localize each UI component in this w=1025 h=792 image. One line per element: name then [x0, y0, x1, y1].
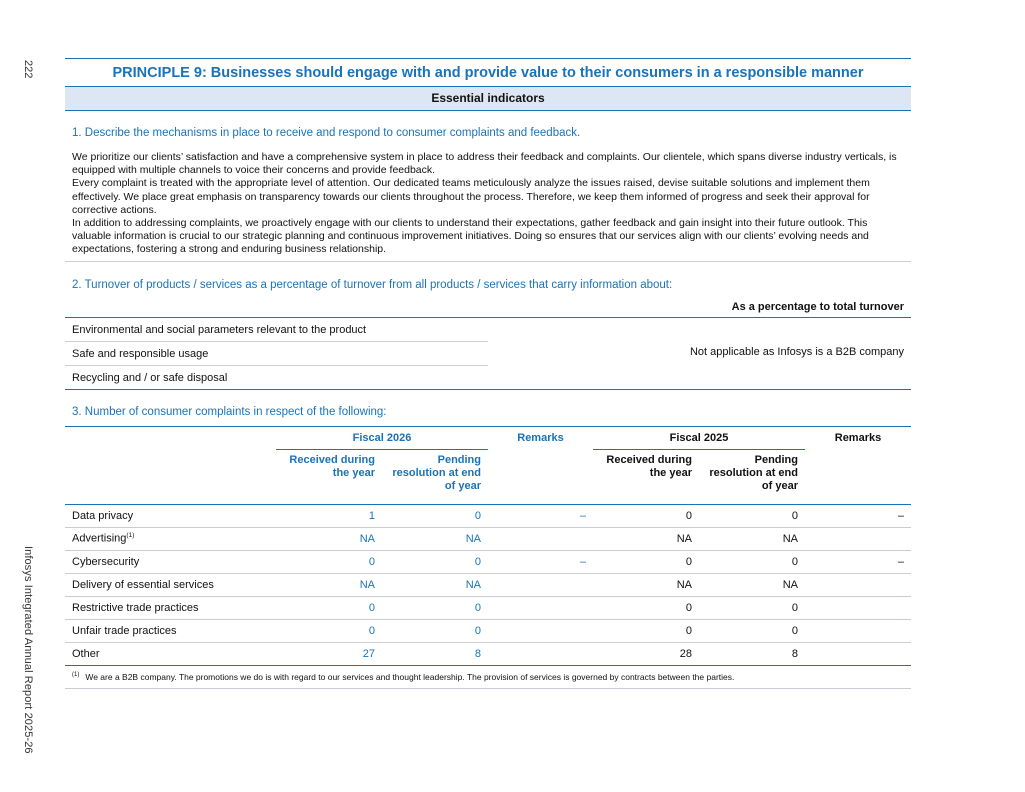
current-pending-text: 8: [474, 647, 481, 660]
row-label: [65, 596, 276, 619]
prior-received-text: 0: [685, 509, 692, 522]
subheader-received-prior: Received during the year: [593, 449, 699, 504]
prior-received-text: 0: [685, 601, 692, 614]
header-remarks-current: Remarks: [488, 426, 593, 449]
complaints-table: [65, 426, 911, 666]
prior-pending: [699, 550, 805, 573]
current-pending-text: 0: [474, 555, 481, 568]
answer-1-paragraph: We prioritize our clients’ satisfaction and have a comprehensive system in place to address their feedback and complaints. Our clientele, which spans diverse industry verticals, is equipped with multiple channels to voice their concerns and provide feedback.: [72, 151, 897, 177]
prior-remarks-text: –: [897, 555, 904, 568]
answer-1-paragraph: Every complaint is treated with the appropriate level of attention. Our dedicated teams meticulously analyze the issues raised, devise suitable solutions and implement them effectively. We place great emphasis on transparency towards our clients throughout the process. Therefore, we keep them informed of progress and seek their approval for corrective actions.: [72, 177, 870, 216]
page-number: 222: [22, 60, 34, 79]
current-received-text: NA: [359, 578, 375, 591]
subheader-empty: [488, 449, 593, 504]
prior-received: [593, 642, 699, 665]
footnote-text: We are a B2B company. The promotions we do is with regard to our services and thought leadership. The provision of services is governed by contracts between the parties.: [85, 671, 735, 682]
footnote-reference: (1): [126, 532, 135, 540]
principle-title: PRINCIPLE 9: Businesses should engage with and provide value to their consumers in a responsible manner: [65, 58, 911, 86]
header-fiscal-current: Fiscal 2026: [276, 426, 488, 449]
prior-pending-text: 0: [791, 624, 798, 637]
turnover-row-label: Recycling and / or safe disposal: [72, 371, 228, 384]
prior-remarks: [805, 527, 911, 550]
current-pending: [382, 527, 488, 550]
turnover-table: [65, 318, 911, 390]
row-label-text: Restrictive trade practices: [72, 601, 199, 614]
prior-pending: [699, 573, 805, 596]
row-label: [65, 642, 276, 665]
turnover-value: Not applicable as Infosys is a B2B company: [689, 345, 904, 358]
question-3: 3. Number of consumer complaints in respect of the following:: [72, 405, 387, 418]
table-row: [65, 619, 911, 642]
current-pending: [382, 504, 488, 527]
current-pending: [382, 550, 488, 573]
answer-1: [65, 141, 911, 257]
row-label-text: Cybersecurity: [72, 555, 140, 568]
prior-pending-text: 8: [791, 647, 798, 660]
current-remarks: [488, 642, 593, 665]
prior-remarks: [805, 619, 911, 642]
current-remarks-text: –: [579, 509, 586, 522]
prior-received-text: 28: [679, 647, 692, 660]
turnover-row-label: Safe and responsible usage: [65, 342, 488, 366]
current-received: [276, 596, 382, 619]
current-remarks: [488, 527, 593, 550]
prior-pending: [699, 619, 805, 642]
prior-pending: [699, 596, 805, 619]
current-received: [276, 550, 382, 573]
current-received-text: 1: [368, 509, 375, 522]
current-received-text: 0: [368, 624, 375, 637]
prior-pending: [699, 642, 805, 665]
row-label: [65, 573, 276, 596]
prior-pending-text: NA: [782, 532, 798, 545]
table-row: [65, 596, 911, 619]
report-side-title: Infosys Integrated Annual Report 2025-26: [22, 546, 34, 754]
row-label-text: Other: [72, 647, 100, 660]
table-row: [65, 504, 911, 527]
subheader-pending-current: Pending resolution at end of year: [382, 449, 488, 504]
row-label-text: Unfair trade practices: [72, 624, 177, 637]
prior-received-text: NA: [676, 532, 692, 545]
current-pending: [382, 642, 488, 665]
current-received-text: 0: [368, 601, 375, 614]
table-row: [65, 573, 911, 596]
answer-1-paragraph: In addition to addressing complaints, we proactively engage with our clients to understand their expectations, gather feedback and gain insight into their future outlook. This valuable information is crucial to our strategic planning and continuous improvement initiatives. Doing so ensures that our services align with our clients’ evolving needs and expectations, fostering a strong and enduring business relationship.: [72, 217, 869, 256]
row-label-text: Data privacy: [72, 509, 134, 522]
prior-received-text: 0: [685, 624, 692, 637]
prior-received: [593, 504, 699, 527]
table-header-row: [65, 426, 911, 449]
prior-received: [593, 550, 699, 573]
current-received: [276, 527, 382, 550]
header-remarks-prior: Remarks: [805, 426, 911, 449]
current-pending: [382, 596, 488, 619]
complaint-rows: [65, 504, 911, 665]
subheader-pending-prior: Pending resolution at end of year: [699, 449, 805, 504]
current-pending: [382, 619, 488, 642]
section-heading: Essential indicators: [65, 86, 911, 111]
divider: [65, 257, 911, 262]
prior-pending: [699, 504, 805, 527]
prior-pending-text: 0: [791, 509, 798, 522]
prior-remarks: [805, 642, 911, 665]
current-remarks: [488, 573, 593, 596]
table-subheader-row: [65, 449, 911, 504]
current-pending-text: 0: [474, 601, 481, 614]
current-received: [276, 504, 382, 527]
current-pending-text: 0: [474, 624, 481, 637]
current-remarks: [488, 504, 593, 527]
prior-received-text: 0: [685, 555, 692, 568]
current-remarks-text: –: [579, 555, 586, 568]
table-row: [65, 527, 911, 550]
current-pending-text: NA: [465, 578, 481, 591]
question-1: 1. Describe the mechanisms in place to receive and respond to consumer complaints and feedback.: [72, 127, 581, 139]
prior-pending-text: NA: [782, 578, 798, 591]
subheader-empty: [65, 449, 276, 504]
prior-remarks: [805, 504, 911, 527]
prior-pending-text: 0: [791, 555, 798, 568]
prior-pending-text: 0: [791, 601, 798, 614]
current-remarks: [488, 619, 593, 642]
current-pending-text: 0: [474, 509, 481, 522]
table-row: [65, 642, 911, 665]
subheader-empty: [805, 449, 911, 504]
current-received: [276, 642, 382, 665]
current-received-text: NA: [359, 532, 375, 545]
row-label-text: Advertising: [72, 532, 127, 545]
prior-pending: [699, 527, 805, 550]
prior-received: [593, 596, 699, 619]
row-label-text: Delivery of essential services: [72, 578, 214, 591]
footnote: [65, 666, 911, 689]
current-remarks: [488, 596, 593, 619]
prior-received: [593, 573, 699, 596]
question-2: 2. Turnover of products / services as a percentage of turnover from all products / services that carry information about:: [72, 278, 673, 291]
prior-remarks-text: –: [897, 509, 904, 522]
row-label: [65, 504, 276, 527]
turnover-row-label: Environmental and social parameters relevant to the product: [65, 318, 488, 342]
prior-remarks: [805, 596, 911, 619]
header-empty: [65, 426, 276, 449]
current-received-text: 27: [362, 647, 375, 660]
prior-received: [593, 619, 699, 642]
turnover-column-header: As a percentage to total turnover: [65, 297, 911, 318]
current-received: [276, 573, 382, 596]
current-pending-text: NA: [465, 532, 481, 545]
prior-received: [593, 527, 699, 550]
row-label: [65, 619, 276, 642]
table-row: [65, 550, 911, 573]
prior-remarks: [805, 550, 911, 573]
prior-remarks: [805, 573, 911, 596]
current-remarks: [488, 550, 593, 573]
subheader-received-current: Received during the year: [276, 449, 382, 504]
footnote-marker: (1): [72, 671, 80, 678]
prior-received-text: NA: [676, 578, 692, 591]
current-received-text: 0: [368, 555, 375, 568]
current-pending: [382, 573, 488, 596]
header-fiscal-prior: Fiscal 2025: [593, 426, 805, 449]
page-content: [65, 58, 911, 689]
row-label: [65, 527, 276, 550]
row-label: [65, 550, 276, 573]
current-received: [276, 619, 382, 642]
